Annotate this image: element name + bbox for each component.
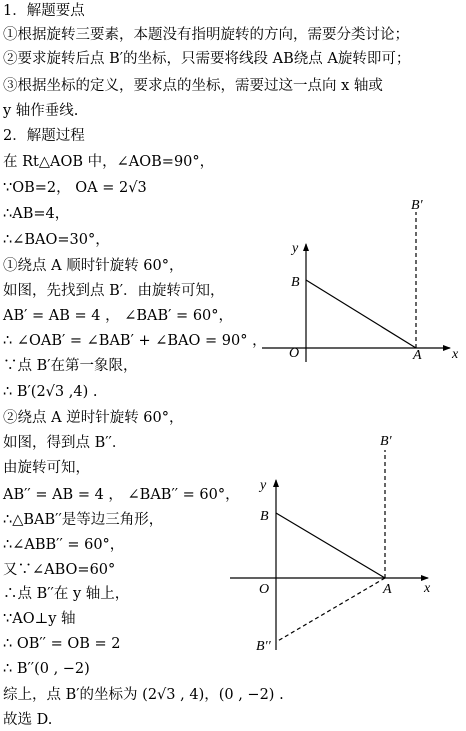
x-axis-label: x — [424, 581, 431, 596]
key-point-1: ①根据旋转三要素，本题没有指明旋转的方向，需要分类讨论； — [3, 27, 409, 43]
solution-line: ∴ B′′(0 , −2) — [3, 661, 90, 677]
section-1-heading: 1．解题要点 — [3, 3, 85, 19]
segment-ab-double-prime — [276, 578, 385, 642]
point-b-prime-label: B′ — [411, 198, 423, 213]
final-answer: 故选 D. — [3, 712, 53, 728]
solution-line: AB′′ = AB = 4 ， ∠BAB′′ = 60°， — [3, 487, 240, 503]
solution-line: ∴ OB′′ = OB = 2 — [3, 636, 121, 652]
solution-line: ∴ B′(2√3 ,4) . — [3, 384, 98, 400]
solution-line: ∴∠BAO=30°， — [3, 232, 110, 248]
solution-line: 又∵∠ABO=60° — [3, 562, 116, 578]
figure-1-diagram — [250, 192, 464, 370]
case-2-heading: ②绕点 A 逆时针旋转 60°， — [3, 410, 184, 426]
key-point-3-cont: y 轴作垂线. — [3, 103, 79, 119]
segment-ab — [306, 280, 416, 348]
solution-line: ∵点 B′在第一象限， — [3, 358, 138, 374]
x-axis-label: x — [452, 347, 459, 362]
solution-line: ∴AB=4， — [3, 206, 70, 222]
solution-line: ∴∠ABB′′ = 60°， — [3, 537, 125, 553]
solution-line: ∴△BAB′′是等边三角形， — [3, 512, 164, 528]
case-1-heading: ①绕点 A 顺时针旋转 60°， — [3, 258, 184, 274]
origin-label: O — [259, 582, 270, 597]
solution-line: 如图，先找到点 B′．由旋转可知， — [3, 283, 225, 299]
point-b-prime-label: B′ — [380, 434, 392, 449]
point-a-label: A — [383, 582, 392, 597]
origin-label: O — [289, 346, 300, 361]
key-point-2: ②要求旋转后点 B′的坐标，只需要将线段 AB绕点 A旋转即可； — [3, 51, 411, 67]
point-b-label: B — [291, 275, 300, 290]
solution-line: ∵AO⊥y 轴 — [3, 611, 76, 627]
solution-line: ∵OB=2， OA = 2√3 — [3, 180, 147, 196]
segment-ab — [276, 513, 385, 578]
solution-line: 在 Rt△AOB 中，∠AOB=90°， — [3, 154, 215, 170]
figure-2-diagram — [226, 430, 464, 660]
solution-line: 如图，得到点 B′′． — [3, 435, 127, 451]
y-axis-label: y — [292, 241, 299, 256]
solution-line: 由旋转可知， — [3, 460, 90, 476]
section-2-heading: 2．解题过程 — [3, 128, 85, 144]
conclusion-line: 综上，点 B′的坐标为 (2√3 , 4)，(0 , −2) . — [3, 687, 284, 703]
point-b-label: B — [260, 509, 269, 524]
key-point-3: ③根据坐标的定义，要求点的坐标，需要过这一点向 x 轴或 — [3, 78, 383, 94]
y-axis-label: y — [260, 478, 267, 493]
point-b-double-prime-label: B′′ — [256, 639, 271, 654]
point-a-label: A — [413, 348, 422, 363]
solution-line: AB′ = AB = 4 ， ∠BAB′ = 60°， — [3, 308, 234, 324]
solution-line: ∴ ∠OAB′ = ∠BAB′ + ∠BAO = 90° ， — [3, 333, 267, 349]
solution-line: ∴点 B′′在 y 轴上， — [3, 586, 130, 602]
